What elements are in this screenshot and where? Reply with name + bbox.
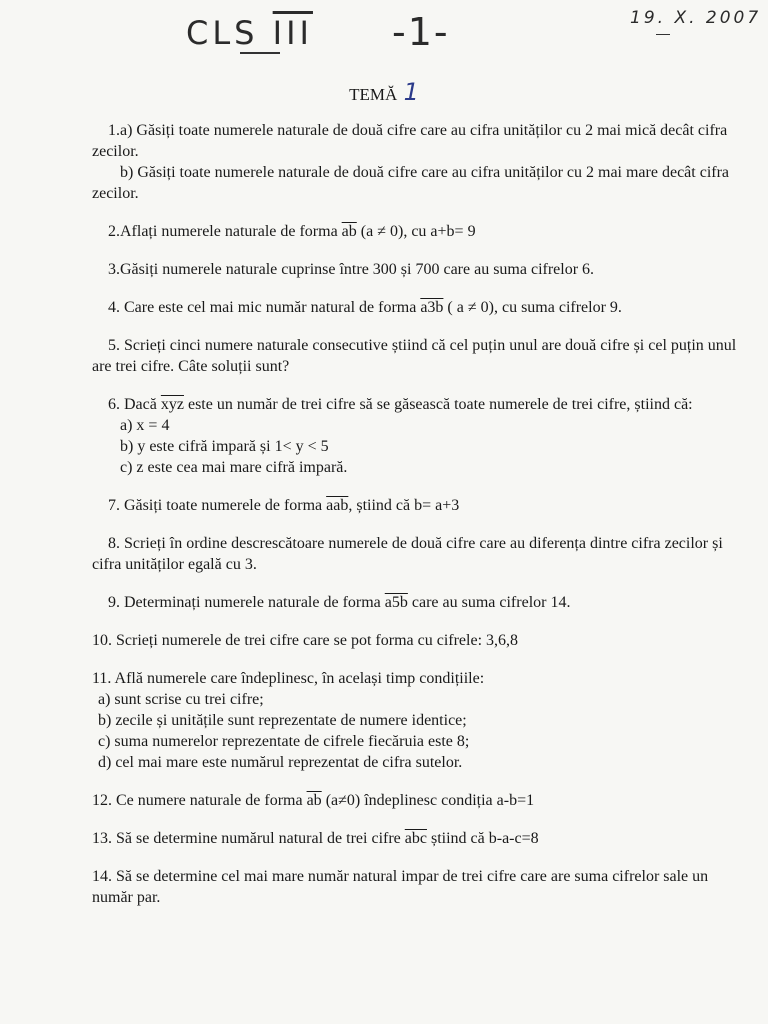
exercise-3: 3.Găsiți numerele naturale cuprinse între 300 și 700 care au suma cifrelor 6. bbox=[108, 261, 595, 278]
exercise-4 bbox=[92, 297, 740, 318]
exercise-9-text: 9. Determinați numerele naturale de forma bbox=[108, 594, 381, 611]
exercise-11a: a) sunt scrise cu trei cifre; bbox=[98, 691, 264, 708]
exercise-1a: 1.a) Găsiți toate numerele naturale de două cifre care au cifra unităților cu 2 mai mică decât cifra zecilor. bbox=[92, 122, 728, 160]
title-text: TEMĂ bbox=[349, 85, 398, 104]
exercise-4-condition: ( a ≠ 0), cu suma cifrelor 9. bbox=[447, 299, 622, 316]
exercise-7-text: 7. Găsiți toate numerele de forma bbox=[108, 497, 323, 514]
exercise-6-form: $\overline{xyz}$ bbox=[160, 396, 184, 413]
title-number: 1 bbox=[403, 78, 419, 106]
exercise-12 bbox=[92, 790, 740, 811]
exercise-6c: c) z este cea mai mare cifră impară. bbox=[120, 459, 348, 476]
exercise-7-form: $\overline{aab}$ bbox=[326, 497, 349, 514]
exercise-8: 8. Scrieți în ordine descrescătoare numerele de două cifre care au diferența dintre cifra zecilor și cifra unităților egală cu 3. bbox=[92, 535, 723, 573]
page-number: -1- bbox=[392, 10, 450, 54]
exercise-11-intro: 11. Află numerele care îndeplinesc, în același timp condițiile: bbox=[92, 670, 485, 687]
exercise-12-text: 12. Ce numere naturale de forma bbox=[92, 792, 303, 809]
exercise-6-text bbox=[92, 394, 740, 415]
exercise-9 bbox=[92, 592, 740, 613]
exercise-2-form: $\overline{ab}$ bbox=[341, 223, 357, 240]
exercise-7-post: , știind că b= a+3 bbox=[348, 497, 460, 514]
exercise-10: 10. Scrieți numerele de trei cifre care se pot forma cu cifrele: 3,6,8 bbox=[92, 632, 519, 649]
exercise-12-form: $\overline{ab}$ bbox=[306, 792, 322, 809]
exercise-2 bbox=[92, 221, 740, 242]
exercise-13-text: 13. Să se determine numărul natural de trei cifre bbox=[92, 830, 401, 847]
class-label-text: CLS bbox=[186, 14, 259, 52]
exercise-11b: b) zecile și unitățile sunt reprezentate de numere identice; bbox=[98, 712, 467, 729]
exercise-13-form: $\overline{abc}$ bbox=[404, 830, 427, 847]
date: 19. X. 2007 bbox=[630, 8, 762, 28]
exercise-9-form: a5b bbox=[384, 594, 408, 611]
exercise-9-post: care au suma cifrelor 14. bbox=[411, 594, 571, 611]
exercise-11d: d) cel mai mare este numărul reprezentat de cifra sutelor. bbox=[98, 754, 463, 771]
exercise-2-condition: (a ≠ 0), cu a+b= 9 bbox=[360, 223, 476, 240]
exercise-4-text: 4. Care este cel mai mic număr natural de forma bbox=[108, 299, 417, 316]
exercise-6-pre: 6. Dacă bbox=[108, 396, 157, 413]
exercise-13-post: știind că b-a-c=8 bbox=[430, 830, 539, 847]
exercise-14: 14. Să se determine cel mai mare număr natural impar de trei cifre care are suma cifrelor sale un număr par. bbox=[92, 868, 709, 906]
exercise-2-text: 2.Aflați numerele naturale de forma bbox=[108, 223, 338, 240]
date-underline bbox=[656, 34, 670, 35]
class-label bbox=[186, 14, 313, 52]
exercise-6a: a) x = 4 bbox=[120, 417, 170, 434]
exercise-1b: b) Găsiți toate numerele naturale de două cifre care au cifra unităților cu 2 mai mare decât cifra zecilor. bbox=[92, 164, 730, 202]
exercise-5: 5. Scrieți cinci numere naturale consecutive știind că cel puțin unul are două cifre și cel puțin unul are trei cifre. Câte soluții sunt? bbox=[92, 337, 737, 375]
exercise-6-post: este un număr de trei cifre să se găsească toate numerele de trei cifre, știind că: bbox=[187, 396, 693, 413]
exercise-6b: b) y este cifră impară și 1< y < 5 bbox=[120, 438, 329, 455]
exercise-1 bbox=[92, 120, 740, 204]
exercise-6 bbox=[92, 394, 740, 478]
exercise-11c: c) suma numerelor reprezentate de cifrele fiecăruia este 8; bbox=[98, 733, 470, 750]
exercise-11 bbox=[92, 668, 740, 773]
class-underline bbox=[240, 52, 280, 54]
exercise-7 bbox=[92, 495, 740, 516]
page-title bbox=[0, 78, 768, 106]
exercise-12-condition: (a≠0) îndeplinesc condiția a-b=1 bbox=[325, 792, 535, 809]
exercise-list bbox=[92, 120, 740, 925]
exercise-13 bbox=[92, 828, 740, 849]
exercise-4-form: a3b bbox=[420, 299, 444, 316]
class-roman: $\overline{III}$ bbox=[272, 14, 313, 52]
